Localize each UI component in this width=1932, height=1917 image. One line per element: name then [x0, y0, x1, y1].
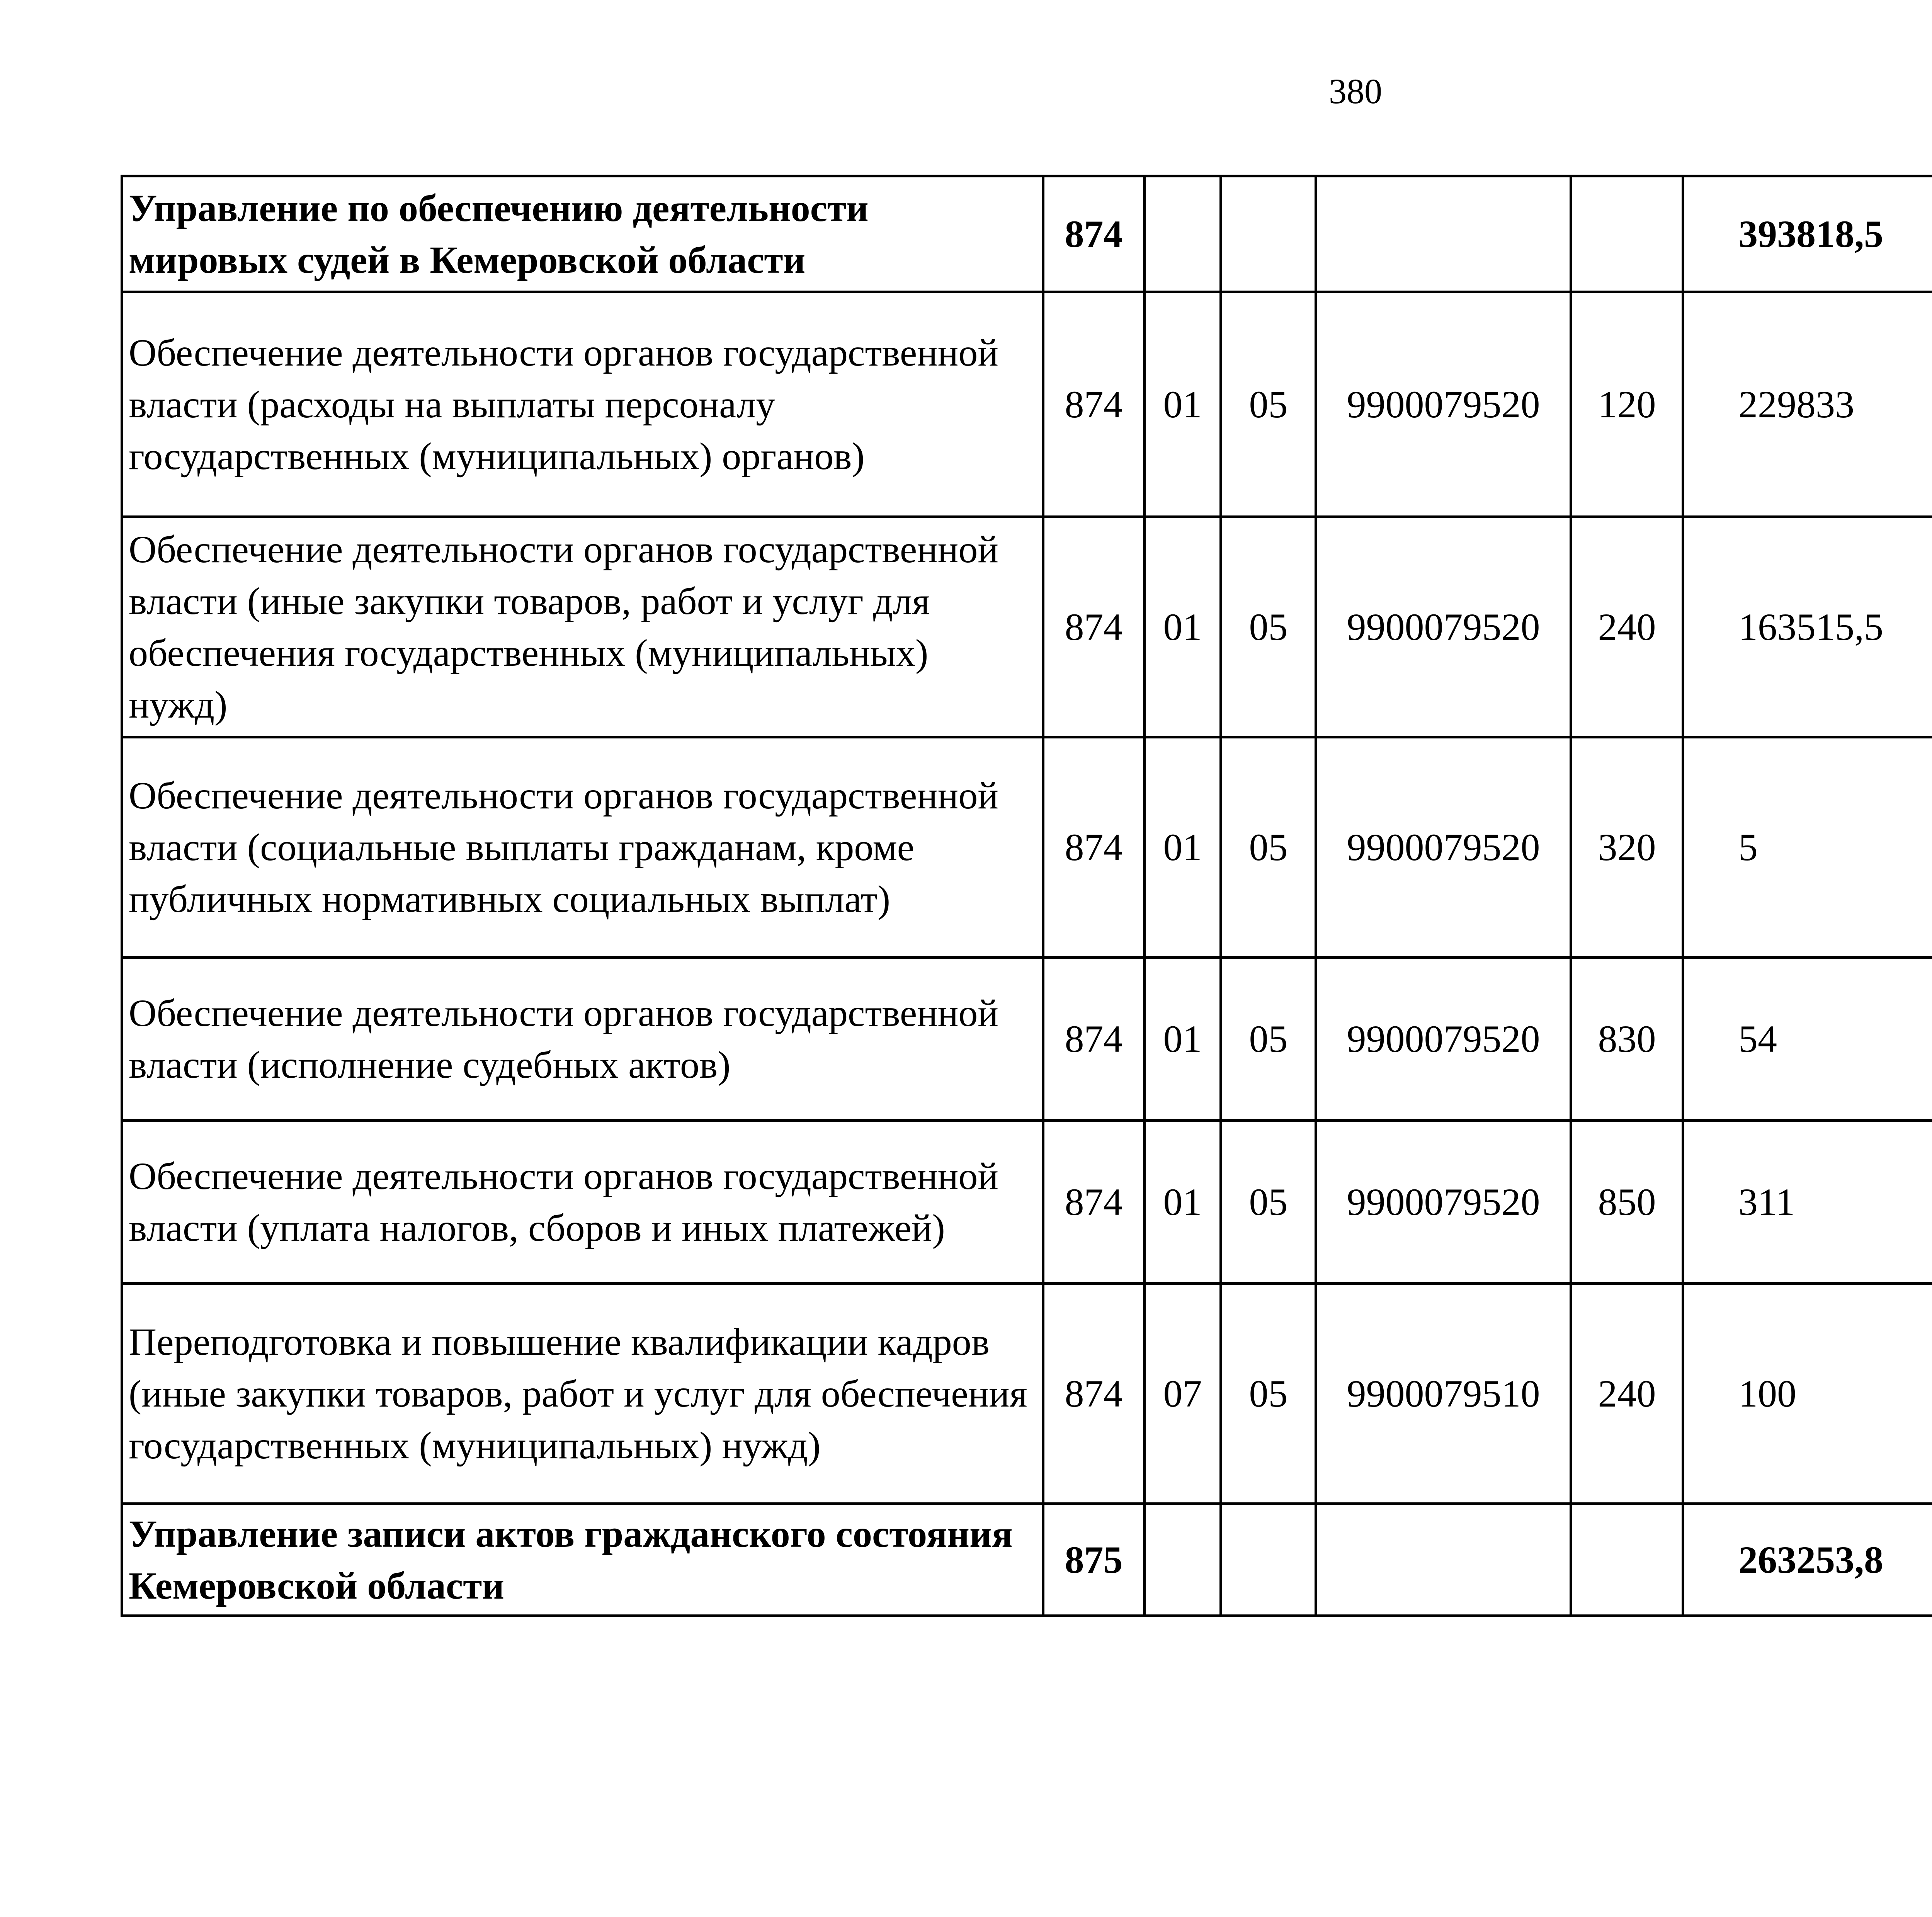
department-code-cell: 874 [1043, 517, 1145, 737]
expense-name-cell: Обеспечение деятельности органов государственной власти (уплата налогов, сборов и иных платежей) [122, 1121, 1043, 1284]
section-code-cell: 07 [1145, 1284, 1221, 1504]
target-article-code-cell [1316, 176, 1571, 292]
expense-name-cell: Переподготовка и повышение квалификации кадров (иные закупки товаров, работ и услуг для обеспечения государственных (муниципальных) нужд) [122, 1284, 1043, 1504]
department-code-cell: 874 [1043, 958, 1145, 1121]
subsection-code-cell: 05 [1221, 1121, 1316, 1284]
amount-year-1-cell: 311 [1683, 1121, 1932, 1284]
expense-type-code-cell: 850 [1571, 1121, 1683, 1284]
table-row [122, 737, 1932, 958]
target-article-code-cell [1316, 1504, 1571, 1616]
expense-name-cell: Управление записи актов гражданского состояния Кемеровской области [122, 1504, 1043, 1616]
expense-name-cell: Управление по обеспечению деятельности мировых судей в Кемеровской области [122, 176, 1043, 292]
department-code-cell: 874 [1043, 292, 1145, 517]
section-code-cell: 01 [1145, 517, 1221, 737]
target-article-code-cell: 9900079520 [1316, 517, 1571, 737]
expense-name-cell: Обеспечение деятельности органов государственной власти (иные закупки товаров, работ и услуг для обеспечения государственных (муниципальных) нужд) [122, 517, 1043, 737]
target-article-code-cell: 9900079520 [1316, 958, 1571, 1121]
department-code-cell: 874 [1043, 176, 1145, 292]
target-article-code-cell: 9900079520 [1316, 737, 1571, 958]
target-article-code-cell: 9900079520 [1316, 1121, 1571, 1284]
expense-type-code-cell: 320 [1571, 737, 1683, 958]
target-article-code-cell: 9900079510 [1316, 1284, 1571, 1504]
amount-year-1-cell: 263253,8 [1683, 1504, 1932, 1616]
section-code-cell [1145, 176, 1221, 292]
department-code-cell: 875 [1043, 1504, 1145, 1616]
subsection-code-cell: 05 [1221, 292, 1316, 517]
section-code-cell: 01 [1145, 292, 1221, 517]
department-code-cell: 874 [1043, 1121, 1145, 1284]
expense-name-cell: Обеспечение деятельности органов государственной власти (исполнение судебных актов) [122, 958, 1043, 1121]
table-row [122, 958, 1932, 1121]
section-code-cell: 01 [1145, 1121, 1221, 1284]
amount-year-1-cell: 393818,5 [1683, 176, 1932, 292]
expense-type-code-cell: 240 [1571, 517, 1683, 737]
amount-year-1-cell: 163515,5 [1683, 517, 1932, 737]
expense-name-cell: Обеспечение деятельности органов государственной власти (социальные выплаты гражданам, кроме публичных нормативных социальных выплат) [122, 737, 1043, 958]
table-row [122, 1121, 1932, 1284]
expense-type-code-cell: 240 [1571, 1284, 1683, 1504]
table-row [122, 1504, 1932, 1616]
section-code-cell: 01 [1145, 737, 1221, 958]
expense-type-code-cell [1571, 176, 1683, 292]
subsection-code-cell: 05 [1221, 517, 1316, 737]
table-row [122, 1284, 1932, 1504]
amount-year-1-cell: 229833 [1683, 292, 1932, 517]
expense-type-code-cell: 830 [1571, 958, 1683, 1121]
subsection-code-cell: 05 [1221, 737, 1316, 958]
target-article-code-cell: 9900079520 [1316, 292, 1571, 517]
subsection-code-cell: 05 [1221, 958, 1316, 1121]
subsection-code-cell [1221, 1504, 1316, 1616]
expense-type-code-cell: 120 [1571, 292, 1683, 517]
table-row [122, 517, 1932, 737]
expense-name-cell: Обеспечение деятельности органов государственной власти (расходы на выплаты персоналу государственных (муниципальных) органов) [122, 292, 1043, 517]
amount-year-1-cell: 54 [1683, 958, 1932, 1121]
department-code-cell: 874 [1043, 1284, 1145, 1504]
budget-table [121, 175, 1932, 1617]
section-code-cell: 01 [1145, 958, 1221, 1121]
expense-type-code-cell [1571, 1504, 1683, 1616]
page-number: 380 [1329, 71, 1382, 111]
table-body [122, 176, 1932, 1616]
amount-year-1-cell: 5 [1683, 737, 1932, 958]
table-row [122, 176, 1932, 292]
department-code-cell: 874 [1043, 737, 1145, 958]
subsection-code-cell: 05 [1221, 1284, 1316, 1504]
section-code-cell [1145, 1504, 1221, 1616]
amount-year-1-cell: 100 [1683, 1284, 1932, 1504]
subsection-code-cell [1221, 176, 1316, 292]
table-row [122, 292, 1932, 517]
